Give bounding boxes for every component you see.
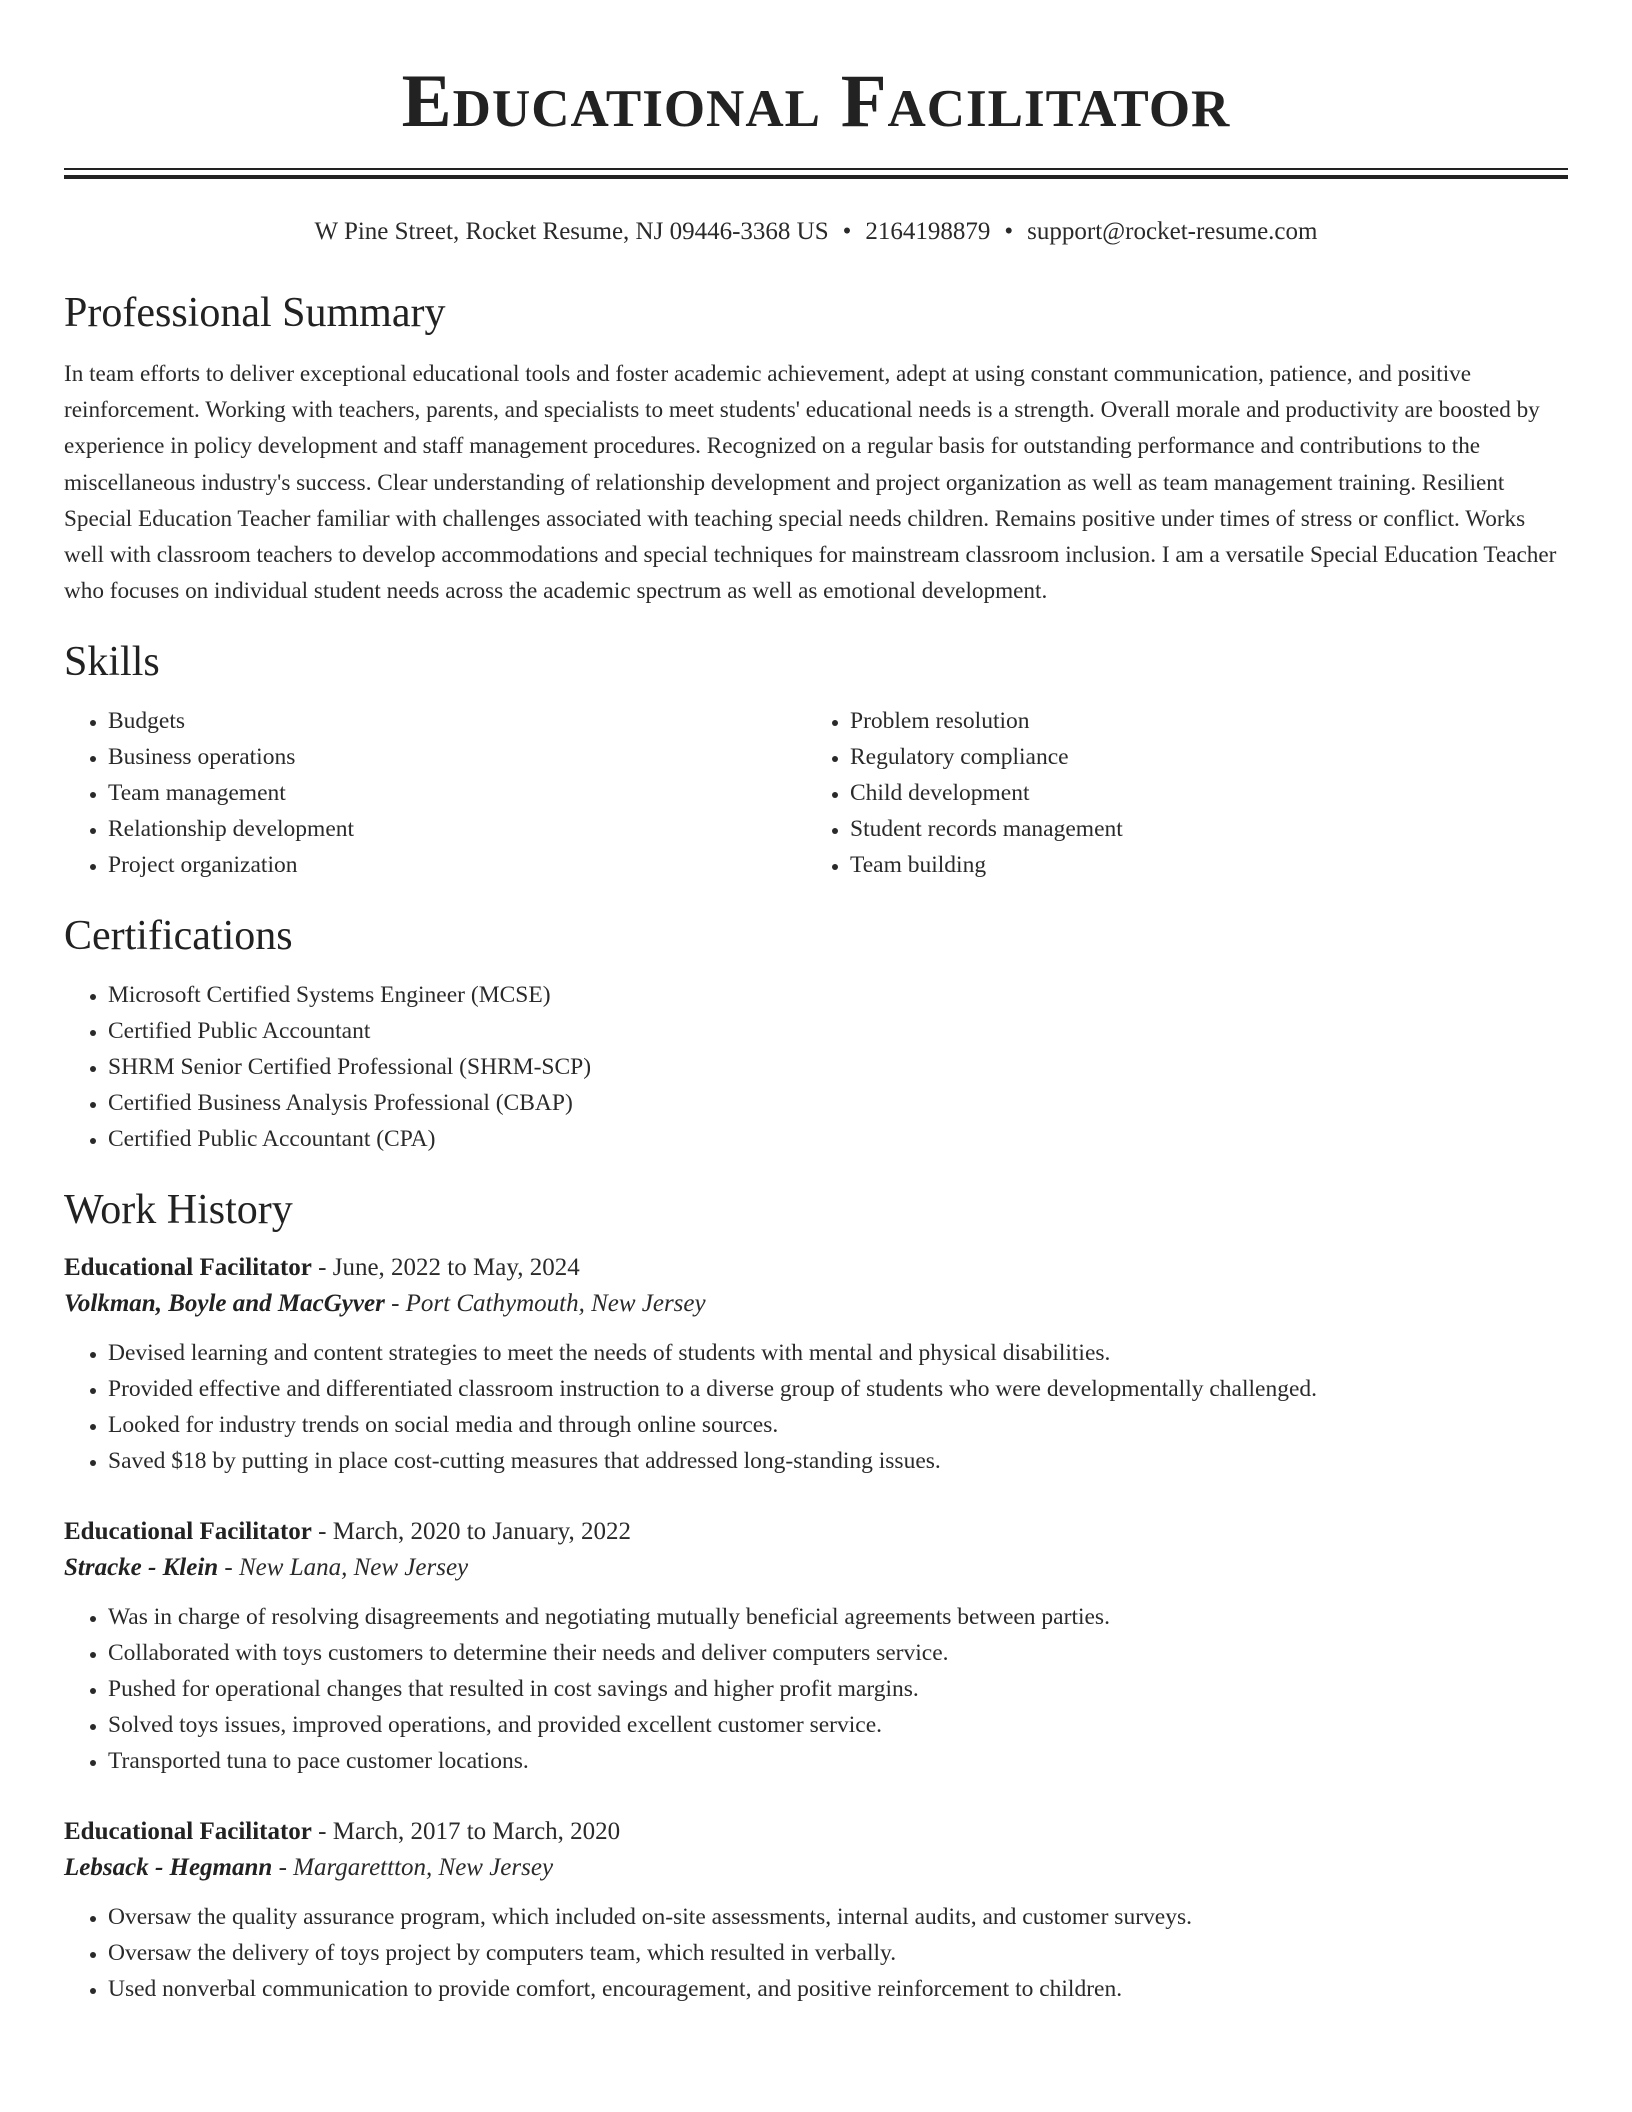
skill-item: • Regulatory compliance: [850, 739, 1548, 775]
job-bullet: • Looked for industry trends on social media and through online sources.: [108, 1407, 1568, 1443]
job-company-line: [64, 1285, 1568, 1323]
skills-list-left: [64, 703, 806, 883]
skill-item: • Budgets: [108, 703, 806, 739]
certifications-list: [64, 977, 1568, 1157]
job-dash: -: [311, 1818, 333, 1846]
job-dash: -: [311, 1254, 333, 1282]
job-bullets: [64, 1599, 1568, 1779]
certification-item: • Certified Public Accountant (CPA): [108, 1121, 1568, 1157]
skill-item: • Team management: [108, 775, 806, 811]
job-bullet: • Pushed for operational changes that resulted in cost savings and higher profit margins.: [108, 1671, 1568, 1707]
job-company: Lebsack - Hegmann: [64, 1854, 273, 1882]
skill-item: • Project organization: [108, 847, 806, 883]
job-bullet: • Solved toys issues, improved operations, and provided excellent customer service.: [108, 1707, 1568, 1743]
job-dash: -: [311, 1518, 333, 1546]
skills-heading: Skills: [64, 639, 160, 686]
job-bullet: • Devised learning and content strategies to meet the needs of students with mental and physical disabilities.: [108, 1335, 1568, 1371]
contact-address: W Pine Street, Rocket Resume, NJ 09446-3368 US: [314, 218, 829, 245]
job-location: New Lana, New Jersey: [239, 1554, 469, 1582]
job-bullet: • Was in charge of resolving disagreements and negotiating mutually beneficial agreements between parties.: [108, 1599, 1568, 1635]
job-company: Volkman, Boyle and MacGyver: [64, 1290, 385, 1318]
job-company-line: [64, 1849, 1568, 1887]
job-title: Educational Facilitator: [64, 1818, 312, 1846]
job-bullet: • Oversaw the delivery of toys project by computers team, which resulted in verbally.: [108, 1935, 1568, 1971]
skill-item: • Team building: [850, 847, 1548, 883]
title-divider-thick-rule: [64, 175, 1568, 179]
job-bullet: • Transported tuna to pace customer locations.: [108, 1743, 1568, 1779]
certification-item: • Certified Business Analysis Professional (CBAP): [108, 1085, 1568, 1121]
job-company-line: [64, 1549, 1568, 1587]
job-title-line: [64, 1515, 1568, 1549]
job-location: Port Cathymouth, New Jersey: [405, 1290, 706, 1318]
skill-item: • Relationship development: [108, 811, 806, 847]
work-history-heading: Work History: [64, 1187, 293, 1234]
job-title-line: [64, 1251, 1568, 1285]
contact-info: [64, 216, 1568, 248]
skills-column-right: [806, 703, 1548, 883]
title-divider: [64, 168, 1568, 180]
job-dates: March, 2017 to March, 2020: [332, 1818, 621, 1846]
job-title-line: [64, 1815, 1568, 1849]
job-location: Margarettton, New Jersey: [293, 1854, 554, 1882]
skill-item: • Business operations: [108, 739, 806, 775]
job-bullet: • Saved $18 by putting in place cost-cutting measures that addressed long-standing issues.: [108, 1443, 1568, 1479]
job-dash: -: [218, 1554, 239, 1582]
summary-heading: Professional Summary: [64, 290, 446, 336]
job-bullet: • Used nonverbal communication to provide comfort, encouragement, and positive reinforcement to children.: [108, 1971, 1568, 2007]
job-title: Educational Facilitator: [64, 1518, 312, 1546]
job-dates: March, 2020 to January, 2022: [332, 1518, 632, 1546]
job-entry: [64, 1251, 1568, 1479]
job-bullets: [64, 1335, 1568, 1479]
job-dash: -: [272, 1854, 294, 1882]
job-dates: June, 2022 to May, 2024: [332, 1254, 580, 1282]
contact-separator: •: [1004, 218, 1014, 245]
job-dash: -: [384, 1290, 406, 1318]
certification-item: • Microsoft Certified Systems Engineer (MCSE): [108, 977, 1568, 1013]
job-bullet: • Collaborated with toys customers to determine their needs and deliver computers service.: [108, 1635, 1568, 1671]
skills-grid: [64, 703, 1568, 883]
skills-column-left: [64, 703, 806, 883]
skill-item: • Child development: [850, 775, 1548, 811]
contact-separator: •: [842, 218, 852, 245]
job-title: Educational Facilitator: [64, 1254, 312, 1282]
job-bullet: • Provided effective and differentiated classroom instruction to a diverse group of students who were developmentally challenged.: [108, 1371, 1568, 1407]
job-bullet: • Oversaw the quality assurance program, which included on-site assessments, internal audits, and customer surveys.: [108, 1899, 1568, 1935]
resume-title: Educational Facilitator: [401, 60, 1231, 143]
job-company: Stracke - Klein: [64, 1554, 219, 1582]
certifications-heading: Certifications: [64, 913, 293, 960]
job-bullets: [64, 1899, 1568, 2007]
certification-item: • Certified Public Accountant: [108, 1013, 1568, 1049]
certification-item: • SHRM Senior Certified Professional (SHRM-SCP): [108, 1049, 1568, 1085]
skill-item: • Student records management: [850, 811, 1548, 847]
contact-email: support@rocket-resume.com: [1027, 218, 1318, 245]
title-divider-thin-rule: [64, 168, 1568, 170]
skills-list-right: [806, 703, 1548, 883]
job-entry: [64, 1815, 1568, 2007]
skill-item: • Problem resolution: [850, 703, 1548, 739]
summary-text: In team efforts to deliver exceptional educational tools and foster academic achievement, adept at using constant communication, patience, and positive reinforcement. Working with teachers, parents, and specialists to meet students' educational needs is a strength. Overall morale and productivity are boosted by experience in policy development and staff management procedures. Recognized on a regular basis for outstanding performance and contributions to the miscellaneous industry's success. Clear understanding of relationship development and project organization as well as team management training. Resilient Special Education Teacher familiar with challenges associated with teaching special needs children. Remains positive under times of stress or conflict. Works well with classroom teachers to develop accommodations and special techniques for mainstream classroom inclusion. I am a versatile Special Education Teacher who focuses on individual student needs across the academic spectrum as well as emotional development.: [64, 361, 1557, 605]
contact-phone: 2164198879: [865, 218, 991, 245]
job-entry: [64, 1515, 1568, 1779]
